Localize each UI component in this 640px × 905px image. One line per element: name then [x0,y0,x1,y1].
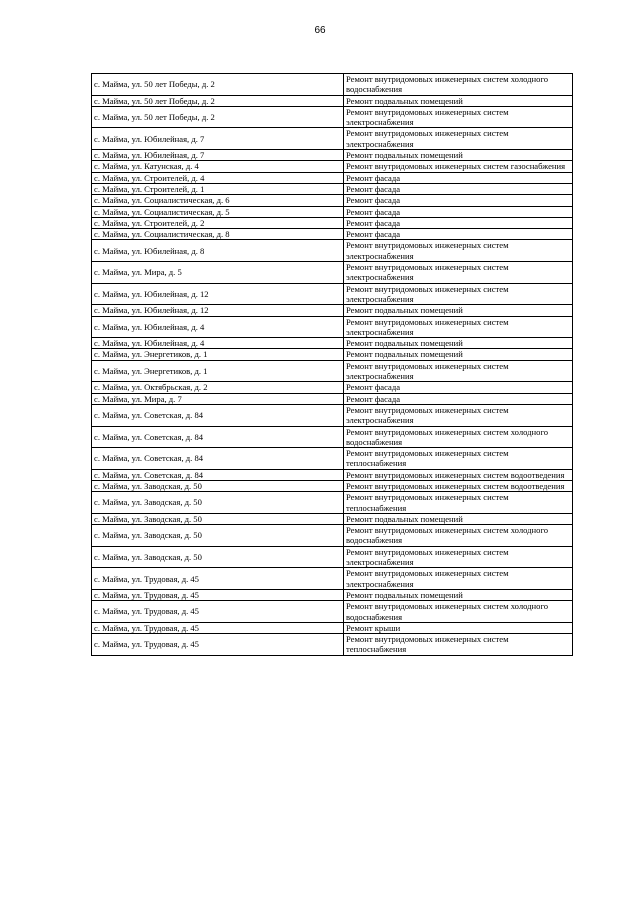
work-type-cell: Ремонт фасада [344,195,573,206]
address-cell: с. Майма, ул. Катунская, д. 4 [92,161,344,172]
work-type-cell: Ремонт фасада [344,206,573,217]
address-cell: с. Майма, ул. Строителей, д. 1 [92,183,344,194]
work-type-cell: Ремонт внутридомовых инженерных систем теплоснабжения [344,448,573,470]
address-cell: с. Майма, ул. Юбилейная, д. 12 [92,305,344,316]
address-cell: с. Майма, ул. Энергетиков, д. 1 [92,349,344,360]
work-type-cell: Ремонт подвальных помещений [344,589,573,600]
address-cell: с. Майма, ул. Трудовая, д. 45 [92,622,344,633]
work-type-cell: Ремонт подвальных помещений [344,150,573,161]
table-row [92,161,573,172]
work-type-cell: Ремонт подвальных помещений [344,513,573,524]
address-cell: с. Майма, ул. Трудовая, д. 45 [92,601,344,623]
table-row [92,622,573,633]
work-type-cell: Ремонт фасада [344,382,573,393]
address-cell: с. Майма, ул. Энергетиков, д. 1 [92,360,344,382]
table-row [92,128,573,150]
work-type-cell: Ремонт внутридомовых инженерных систем газоснабжения [344,161,573,172]
table-row [92,513,573,524]
address-cell: с. Майма, ул. Заводская, д. 50 [92,480,344,491]
table-row [92,305,573,316]
address-cell: с. Майма, ул. Юбилейная, д. 8 [92,240,344,262]
table-row [92,448,573,470]
address-cell: с. Майма, ул. 50 лет Победы, д. 2 [92,95,344,106]
table-row [92,634,573,656]
table-row [92,316,573,338]
address-cell: с. Майма, ул. Заводская, д. 50 [92,492,344,514]
address-cell: с. Майма, ул. Юбилейная, д. 12 [92,283,344,305]
address-cell: с. Майма, ул. Мира, д. 5 [92,262,344,284]
table-row [92,349,573,360]
work-type-cell: Ремонт внутридомовых инженерных систем электроснабжения [344,240,573,262]
address-cell: с. Майма, ул. Заводская, д. 50 [92,513,344,524]
table-row [92,601,573,623]
work-type-cell: Ремонт внутридомовых инженерных систем холодного водоснабжения [344,426,573,448]
address-cell: с. Майма, ул. Октябрьская, д. 2 [92,382,344,393]
table-row [92,206,573,217]
work-type-cell: Ремонт внутридомовых инженерных систем электроснабжения [344,262,573,284]
address-cell: с. Майма, ул. Заводская, д. 50 [92,525,344,547]
repair-table [91,73,573,656]
table-row [92,106,573,128]
work-type-cell: Ремонт подвальных помещений [344,349,573,360]
work-type-cell: Ремонт внутридомовых инженерных систем электроснабжения [344,283,573,305]
table-row [92,240,573,262]
address-cell: с. Майма, ул. Трудовая, д. 45 [92,589,344,600]
work-type-cell: Ремонт внутридомовых инженерных систем холодного водоснабжения [344,74,573,96]
address-cell: с. Майма, ул. Юбилейная, д. 4 [92,338,344,349]
repair-table-body [92,74,573,656]
address-cell: с. Майма, ул. Мира, д. 7 [92,393,344,404]
address-cell: с. Майма, ул. Юбилейная, д. 4 [92,316,344,338]
table-row [92,283,573,305]
work-type-cell: Ремонт подвальных помещений [344,338,573,349]
address-cell: с. Майма, ул. 50 лет Победы, д. 2 [92,106,344,128]
address-cell: с. Майма, ул. Заводская, д. 50 [92,546,344,568]
table-row [92,229,573,240]
table-row [92,492,573,514]
table-row [92,95,573,106]
table-row [92,382,573,393]
address-cell: с. Майма, ул. Советская, д. 84 [92,448,344,470]
address-cell: с. Майма, ул. Социалистическая, д. 5 [92,206,344,217]
page-number: 66 [314,25,326,36]
table-row [92,195,573,206]
table-row [92,150,573,161]
table-row [92,262,573,284]
table-row [92,404,573,426]
table-row [92,172,573,183]
address-cell: с. Майма, ул. Социалистическая, д. 8 [92,229,344,240]
address-cell: с. Майма, ул. 50 лет Победы, д. 2 [92,74,344,96]
work-type-cell: Ремонт фасада [344,183,573,194]
table-row [92,183,573,194]
work-type-cell: Ремонт фасада [344,229,573,240]
table-row [92,546,573,568]
table-row [92,568,573,590]
work-type-cell: Ремонт внутридомовых инженерных систем электроснабжения [344,128,573,150]
table-row [92,74,573,96]
work-type-cell: Ремонт внутридомовых инженерных систем электроснабжения [344,106,573,128]
address-cell: с. Майма, ул. Юбилейная, д. 7 [92,128,344,150]
work-type-cell: Ремонт внутридомовых инженерных систем электроснабжения [344,316,573,338]
address-cell: с. Майма, ул. Юбилейная, д. 7 [92,150,344,161]
work-type-cell: Ремонт внутридомовых инженерных систем водоотведения [344,469,573,480]
address-cell: с. Майма, ул. Трудовая, д. 45 [92,634,344,656]
work-type-cell: Ремонт фасада [344,172,573,183]
address-cell: с. Майма, ул. Советская, д. 84 [92,426,344,448]
work-type-cell: Ремонт внутридомовых инженерных систем холодного водоснабжения [344,601,573,623]
work-type-cell: Ремонт внутридомовых инженерных систем электроснабжения [344,546,573,568]
work-type-cell: Ремонт внутридомовых инженерных систем электроснабжения [344,404,573,426]
work-type-cell: Ремонт подвальных помещений [344,305,573,316]
address-cell: с. Майма, ул. Строителей, д. 4 [92,172,344,183]
table-row [92,426,573,448]
work-type-cell: Ремонт внутридомовых инженерных систем холодного водоснабжения [344,525,573,547]
table-row [92,393,573,404]
address-cell: с. Майма, ул. Строителей, д. 2 [92,217,344,228]
work-type-cell: Ремонт крыши [344,622,573,633]
table-row [92,525,573,547]
table-row [92,480,573,491]
work-type-cell: Ремонт внутридомовых инженерных систем электроснабжения [344,568,573,590]
work-type-cell: Ремонт внутридомовых инженерных систем электроснабжения [344,360,573,382]
address-cell: с. Майма, ул. Трудовая, д. 45 [92,568,344,590]
table-row [92,589,573,600]
table-row [92,360,573,382]
address-cell: с. Майма, ул. Советская, д. 84 [92,404,344,426]
table-row [92,338,573,349]
work-type-cell: Ремонт внутридомовых инженерных систем теплоснабжения [344,634,573,656]
table-row [92,469,573,480]
work-type-cell: Ремонт фасада [344,393,573,404]
work-type-cell: Ремонт внутридомовых инженерных систем водоотведения [344,480,573,491]
table-row [92,217,573,228]
work-type-cell: Ремонт внутридомовых инженерных систем теплоснабжения [344,492,573,514]
address-cell: с. Майма, ул. Социалистическая, д. 6 [92,195,344,206]
work-type-cell: Ремонт фасада [344,217,573,228]
work-type-cell: Ремонт подвальных помещений [344,95,573,106]
address-cell: с. Майма, ул. Советская, д. 84 [92,469,344,480]
